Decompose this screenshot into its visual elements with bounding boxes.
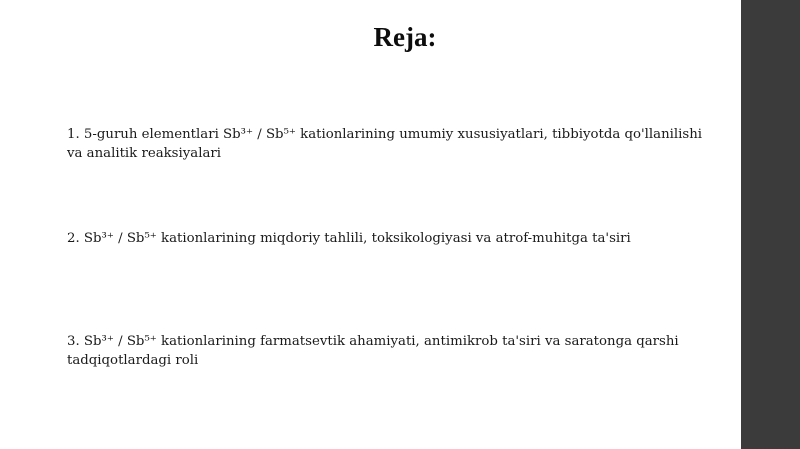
plan-item-3 xyxy=(67,332,747,370)
slide-title: Reja: xyxy=(373,22,437,52)
plan-item-1-line-2: va analitik reaksiyalari xyxy=(67,146,221,161)
plan-item-2-line-1: 2. Sb³⁺ / Sb⁵⁺ kationlarining miqdoriy tahlili, toksikologiyasi va atrof-muhitga ta'siri xyxy=(67,231,631,246)
plan-item-3-line-2: tadqiqotlardagi roli xyxy=(67,353,199,368)
plan-item-1-line-1: 1. 5-guruh elementlari Sb³⁺ / Sb⁵⁺ kationlarining umumiy xususiyatlari, tibbiyotda qo'llanilishi xyxy=(67,127,703,142)
plan-item-2 xyxy=(67,229,747,248)
plan-item-1 xyxy=(67,125,747,163)
side-panel xyxy=(741,0,800,449)
plan-item-3-line-1: 3. Sb³⁺ / Sb⁵⁺ kationlarining farmatsevtik ahamiyati, antimikrob ta'siri va saratonga qarshi xyxy=(67,334,679,349)
